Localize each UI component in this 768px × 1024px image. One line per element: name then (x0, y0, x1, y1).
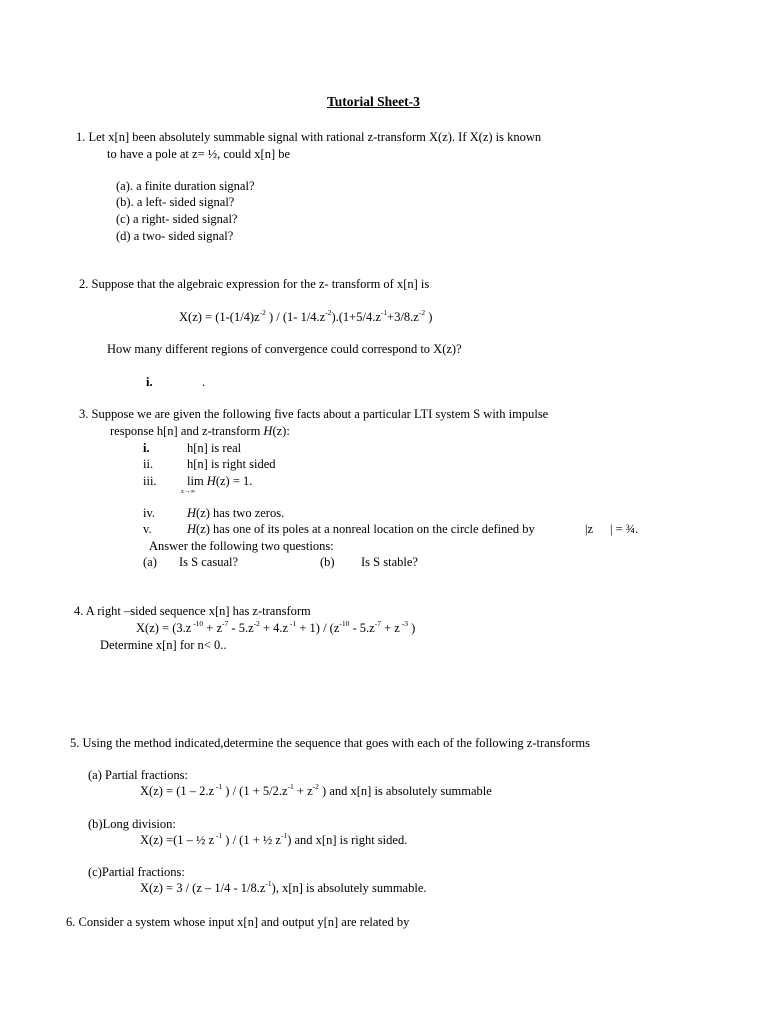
q3-intro2: response h[n] and z-transform H(z): (110, 424, 290, 438)
q3-answer-prompt: Answer the following two questions: (149, 539, 334, 553)
page-title: Tutorial Sheet-3 (327, 94, 420, 109)
q3-circle-z: |z (585, 522, 594, 536)
q5-a-equation: X(z) = (1 – 2.z $^{-1}$ ) / ($1 + 5/2.z^{-1} + z^{-2}$ ) and x[n] is absolutely summable (140, 782, 492, 798)
q3-question-b-label: (b) (320, 555, 335, 569)
q5-intro: 5. Using the method indicated,determine the sequence that goes with each of the following z-transforms (70, 736, 590, 750)
q3-fact-num-ii: ii. (143, 457, 154, 471)
q5-b-label: (b)Long division: (88, 817, 176, 831)
q3-fact-v: H(z) has one of its poles at a nonreal location on the circle defined by (187, 522, 535, 536)
q1-line2: to have a pole at z= ½, could x[n] be (107, 147, 291, 161)
q3-fact-num-iii: iii. (143, 474, 157, 488)
q3-fact-i: h[n] is real (187, 441, 242, 455)
q3-question-b: Is S stable? (361, 555, 418, 569)
q4-intro: 4. A right –sided sequence x[n] has z-transform (74, 604, 311, 618)
q6-intro: 6. Consider a system whose input x[n] and output y[n] are related by (66, 915, 410, 929)
q3-fact-num-v: v. (143, 522, 152, 536)
q4-equation: X(z) = (3.z $^{-10} + z^{-7} - 5.z^{-2} + 4.z$ $^{-1} + 1) / (z^{-10} - 5.z^{-7} + z$ $^{-3}$ ) (136, 619, 416, 635)
q1-option-a: (a). a finite duration signal? (116, 179, 255, 193)
q2-intro: 2. Suppose that the algebraic expression for the z- transform of x[n] is (79, 277, 430, 291)
q3-intro1: 3. Suppose we are given the following five facts about a particular LTI system S with impulse (79, 407, 549, 421)
q3-fact-iv: H(z) has two zeros. (187, 506, 285, 520)
q2-equation: $X(z) = (1-(1/4)z^{-2}$ ) / (1- $1/4.z^{-2}).(1+5/4.z^{-1}+3/8.z^{-2}$ ) (179, 308, 433, 324)
q5-c-label: (c)Partial fractions: (88, 865, 185, 879)
q5-a-label: (a) Partial fractions: (88, 768, 188, 782)
q2-item-i-dot: . (202, 375, 206, 389)
q1-option-c: (c) a right- sided signal? (116, 212, 238, 226)
q3-fact-num-i: i. (143, 441, 150, 455)
q2-question: How many different regions of convergence could correspond to X(z)? (107, 342, 462, 356)
q3-lim-subscript: z→∞ (181, 488, 196, 495)
q3-fact-ii: h[n] is right sided (187, 457, 276, 471)
q1-option-d: (d) a two- sided signal? (116, 229, 234, 243)
q5-b-equation: X(z) =(1 – ½ z $^{-1}$ ) / (1 + ½ $z^{-1}$) and x[n] is right sided. (140, 831, 408, 847)
q3-fact-num-iv: iv. (143, 506, 156, 520)
q1-option-b: (b). a left- sided signal? (116, 195, 235, 209)
q3-question-a-label: (a) (143, 555, 157, 569)
q3-question-a: Is S casual? (179, 555, 239, 569)
q4-determine: Determine x[n] for n< 0.. (100, 638, 227, 652)
q3-circle-value: | = ¾. (610, 522, 639, 536)
q5-c-equation: $X(z) = 3 / (z - 1/4 - 1/8.z^{-1})$, x[n] is absolutely summable. (140, 879, 427, 895)
q1-line1: 1. Let x[n] been absolutely summable signal with rational z-transform X(z). If X(z) is known (76, 130, 542, 144)
q2-item-i: i. (146, 375, 153, 389)
q3-fact-iii: lim H(z) = 1. (187, 474, 253, 488)
